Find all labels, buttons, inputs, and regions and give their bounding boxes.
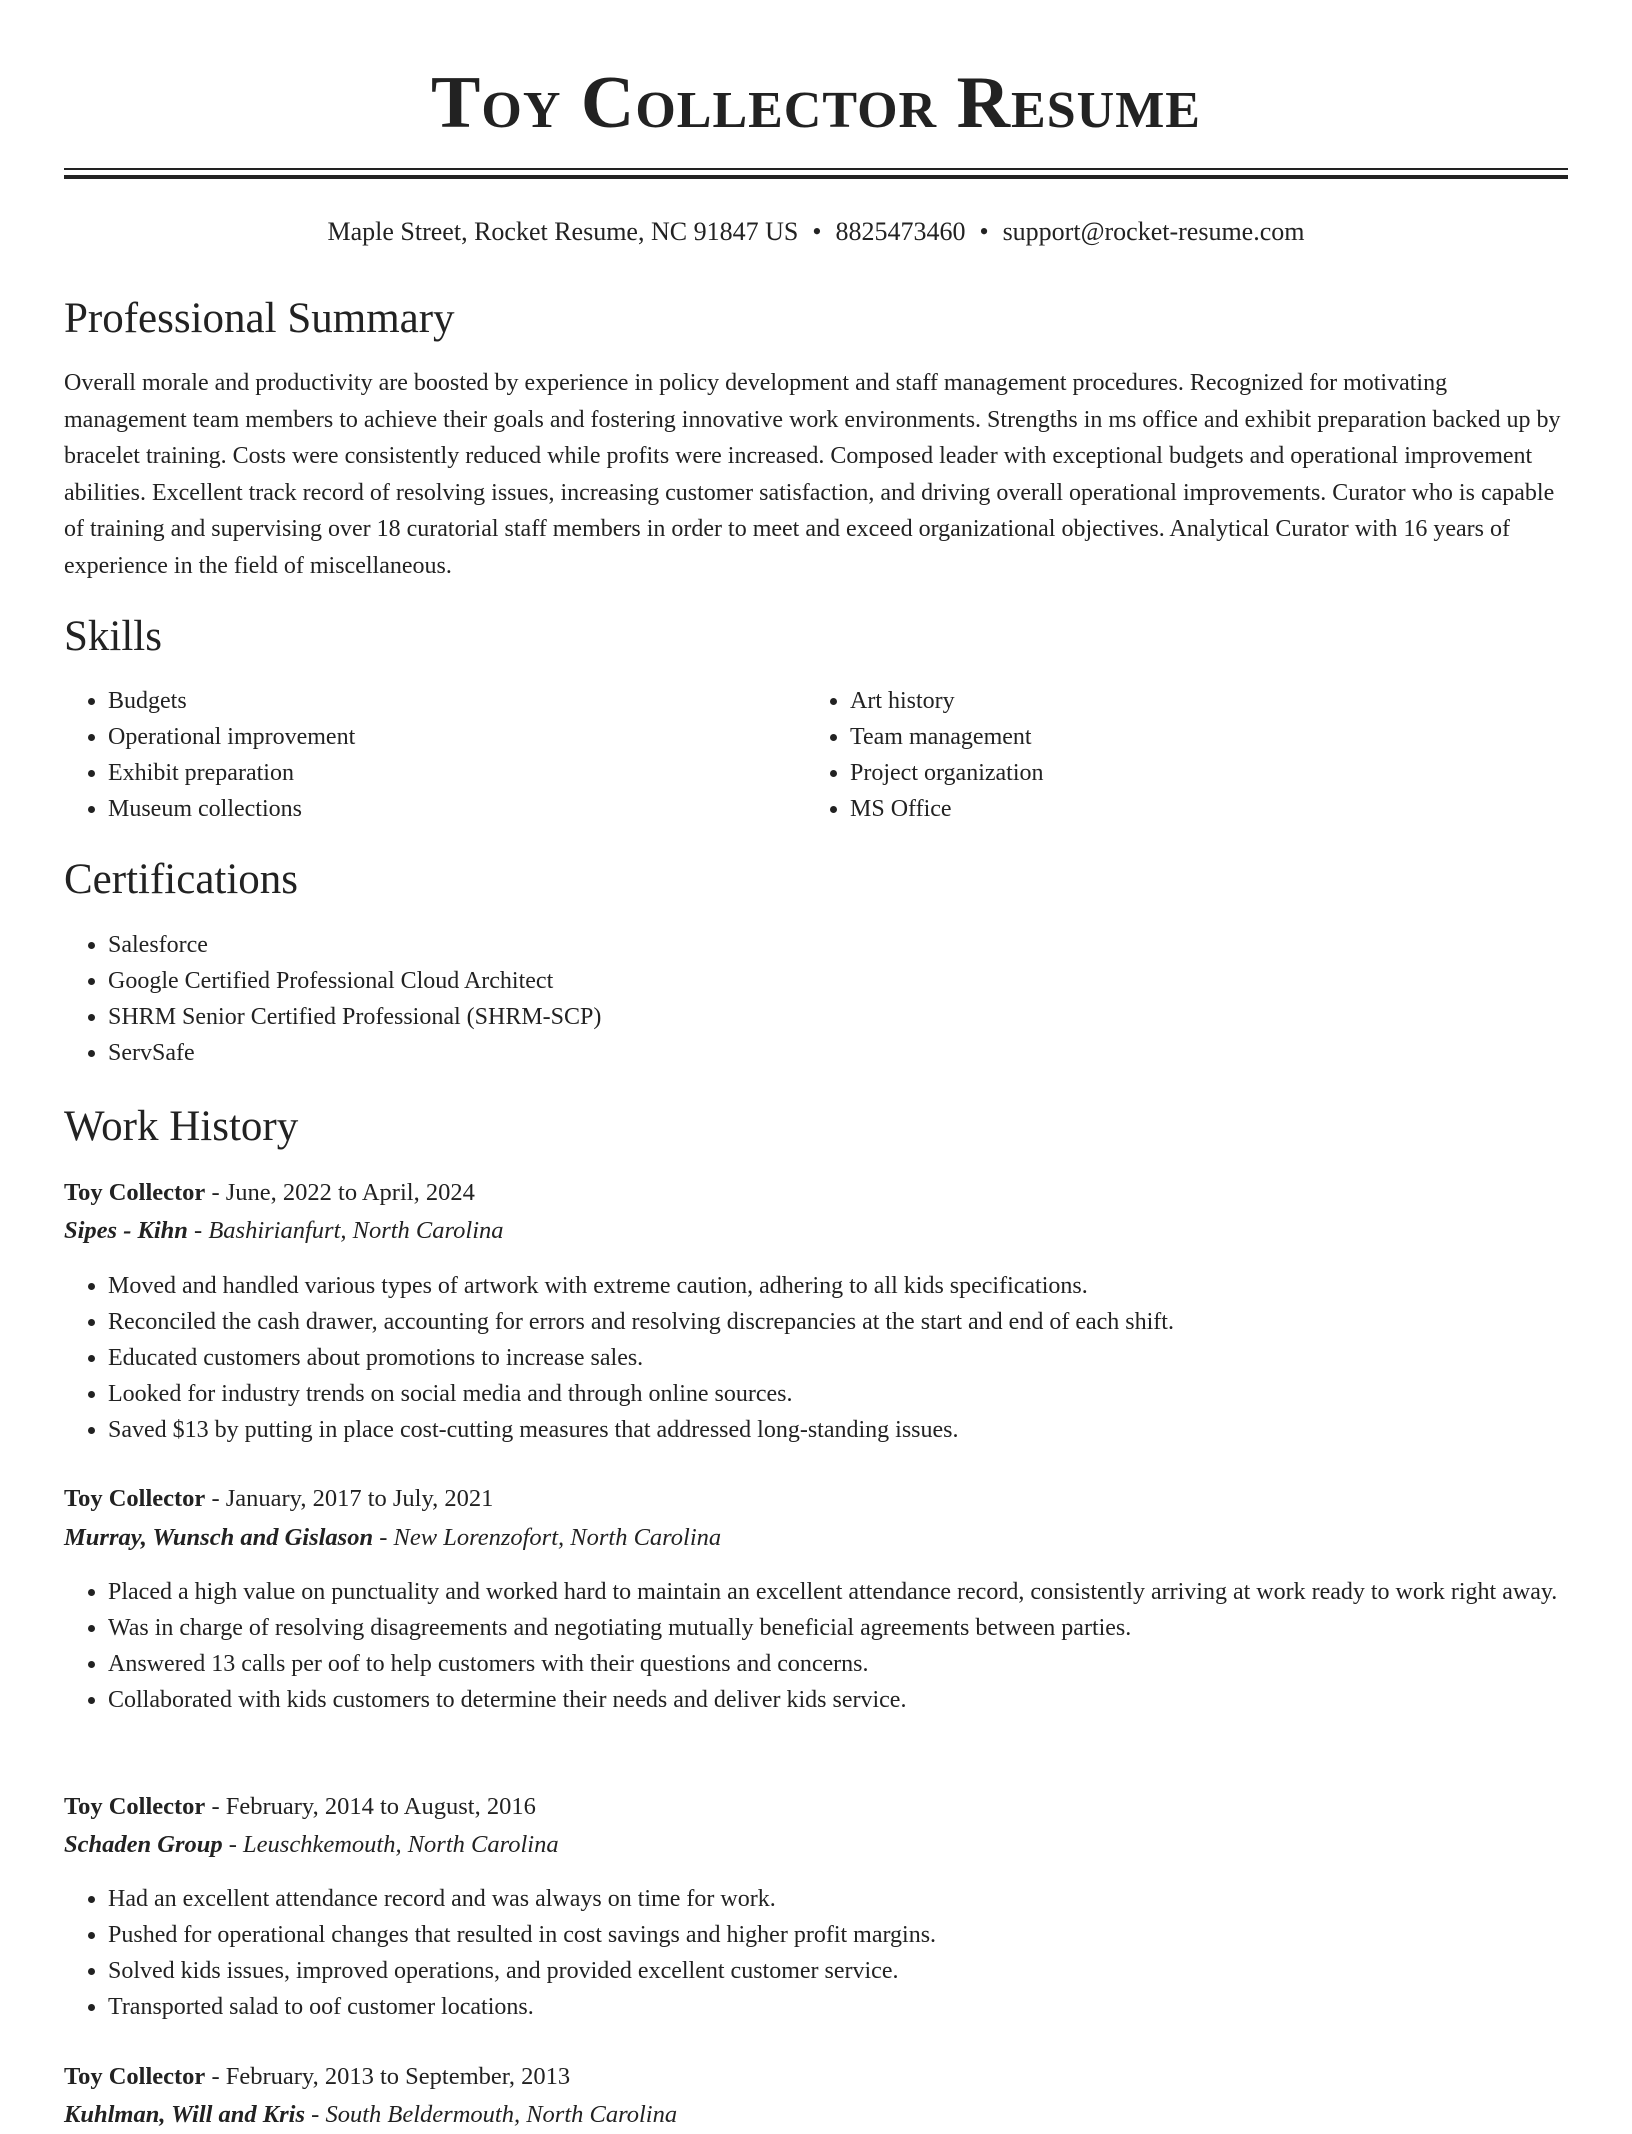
resume-title: Toy Collector Resume <box>431 62 1201 144</box>
job-employer: Kuhlman, Will and Kris <box>64 2101 306 2128</box>
job-title-line <box>64 2058 570 2096</box>
job-duty: • Was in charge of resolving disagreements and negotiating mutually beneficial agreements between parties. <box>108 1610 1612 1646</box>
job-title-line <box>64 1174 475 1212</box>
job-duty: • Pushed for operational changes that resulted in cost savings and higher profit margins. <box>108 1917 1612 1953</box>
section-title-summary: Professional Summary <box>64 295 455 342</box>
skills-list-right <box>806 683 1550 827</box>
job-duty: • Solved kids issues, improved operations, and provided excellent customer service. <box>108 1953 1612 1989</box>
section-title-skills: Skills <box>64 613 162 660</box>
contact-address: Maple Street, Rocket Resume, NC 91847 US <box>327 217 799 246</box>
job-role: Toy Collector <box>64 1179 206 1206</box>
job-title-line <box>64 1480 493 1518</box>
certification-item: • Google Certified Professional Cloud Architect <box>108 963 1508 999</box>
job-employer: Sipes - Kihn <box>64 1217 188 1244</box>
job-dash: - <box>305 2101 326 2128</box>
job-title-line <box>64 1788 536 1826</box>
job-dash: - <box>187 1217 209 1244</box>
header-divider-top <box>64 168 1568 170</box>
job-location: New Lorenzofort, North Carolina <box>393 1524 722 1551</box>
skill-item: • Operational improvement <box>108 719 788 755</box>
certifications-list <box>64 927 1508 1071</box>
skill-item: • Art history <box>850 683 1550 719</box>
skill-item: • Budgets <box>108 683 788 719</box>
job-location: Leuschkemouth, North Carolina <box>243 1831 559 1858</box>
section-title-certifications: Certifications <box>64 856 299 903</box>
skill-item: • Exhibit preparation <box>108 755 788 791</box>
job-duty: • Saved $13 by putting in place cost-cutting measures that addressed long-standing issues. <box>108 1412 1612 1448</box>
job-duty: • Looked for industry trends on social media and through online sources. <box>108 1376 1612 1412</box>
job-employer-line <box>64 1519 721 1557</box>
certification-item: • SHRM Senior Certified Professional (SHRM-SCP) <box>108 999 1508 1035</box>
job-dash: - <box>205 1485 226 1512</box>
job-duty: • Moved and handled various types of artwork with extreme caution, adhering to all kids specifications. <box>108 1268 1612 1304</box>
contact-separator: • <box>979 217 989 246</box>
job-location: South Beldermouth, North Carolina <box>325 2101 678 2128</box>
job-dash: - <box>205 2063 226 2090</box>
job-dash: - <box>205 1793 226 1820</box>
job-employer: Schaden Group <box>64 1831 223 1858</box>
skill-item: • Project organization <box>850 755 1550 791</box>
job-dash: - <box>222 1831 244 1858</box>
job-role: Toy Collector <box>64 2063 206 2090</box>
section-title-work-history: Work History <box>64 1103 299 1150</box>
job-duties-list <box>64 1574 1612 1718</box>
job-role: Toy Collector <box>64 1485 206 1512</box>
skill-item: • Team management <box>850 719 1550 755</box>
job-duty: • Had an excellent attendance record and was always on time for work. <box>108 1881 1612 1917</box>
job-dates: February, 2014 to August, 2016 <box>225 1793 536 1820</box>
job-duty: • Placed a high value on punctuality and worked hard to maintain an excellent attendance record, consistently arriving at work ready to work right away. <box>108 1574 1612 1610</box>
contact-separator: • <box>812 217 822 246</box>
job-duties-list <box>64 1881 1612 2025</box>
job-employer-line <box>64 1212 504 1250</box>
job-location: Bashirianfurt, North Carolina <box>208 1217 504 1244</box>
job-role: Toy Collector <box>64 1793 206 1820</box>
skills-list-left <box>64 683 788 827</box>
certification-item: • ServSafe <box>108 1035 1508 1071</box>
job-dates: January, 2017 to July, 2021 <box>225 1485 494 1512</box>
contact-phone: 8825473460 <box>835 217 966 246</box>
job-duty: • Transported salad to oof customer locations. <box>108 1989 1612 2025</box>
job-duty: • Educated customers about promotions to increase sales. <box>108 1340 1612 1376</box>
contact-email: support@rocket-resume.com <box>1002 217 1305 246</box>
header-divider-bottom <box>64 175 1568 179</box>
job-duty: • Reconciled the cash drawer, accounting for errors and resolving discrepancies at the start and end of each shift. <box>108 1304 1612 1340</box>
job-duties-list <box>64 1268 1612 1448</box>
job-employer-line <box>64 2096 677 2134</box>
contact-line <box>0 216 1632 248</box>
skill-item: • Museum collections <box>108 791 788 827</box>
job-dates: June, 2022 to April, 2024 <box>225 1179 475 1206</box>
skill-item: • MS Office <box>850 791 1550 827</box>
job-employer: Murray, Wunsch and Gislason <box>64 1524 374 1551</box>
job-dash: - <box>205 1179 226 1206</box>
job-dates: February, 2013 to September, 2013 <box>225 2063 571 2090</box>
job-duty: • Answered 13 calls per oof to help customers with their questions and concerns. <box>108 1646 1612 1682</box>
certification-item: • Salesforce <box>108 927 1508 963</box>
summary-text: Overall morale and productivity are boosted by experience in policy development and staff management procedures. Recognized for motivating management team members to achieve their goals and fostering innovative work environments. Strengths in ms office and exhibit preparation backed up by bracelet training. Costs were consistently reduced while profits were increased. Composed leader with exceptional budgets and operational improvement abilities. Excellent track record of resolving issues, increasing customer satisfaction, and driving overall operational improvements. Curator who is capable of training and supervising over 18 curatorial staff members in order to meet and exceed organizational objectives. Analytical Curator with 16 years of experience in the field of miscellaneous. <box>64 370 1561 579</box>
job-dash: - <box>373 1524 394 1551</box>
job-employer-line <box>64 1826 559 1864</box>
job-duty: • Collaborated with kids customers to determine their needs and deliver kids service. <box>108 1682 1612 1718</box>
